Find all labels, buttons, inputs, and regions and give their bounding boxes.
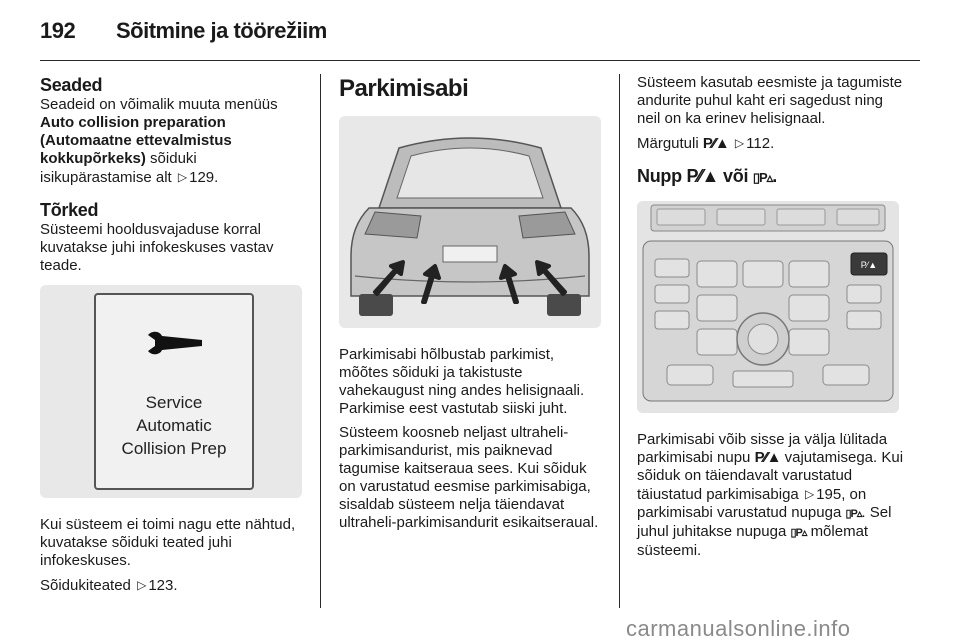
column-3 [637,74,907,566]
text-run: Sõidukiteated [40,577,131,594]
vehicle-messages-paragraph [40,576,308,595]
malfunction-paragraph: Kui süsteem ei toimi nagu ette nähtud, kuvatakse sõiduki teated juhi infokeskuses. [40,516,296,569]
service-line: Service [145,393,203,412]
car-rear-sensors-figure [339,116,601,328]
menu-path-text: (Automaatne ettevalmistus [40,132,232,149]
center-console-figure [637,201,899,413]
text-run: Märgutuli [637,135,699,152]
svg-text:P⁄▲: P⁄▲ [860,260,878,270]
page-header [40,18,920,62]
text-run: vajutamisega. [784,449,878,466]
page-number: 192 [40,18,76,43]
parkimisabi-sensors-paragraph: Süsteem koosneb neljast ultraheli-parkimisandurist, mis paiknevad tagumise kaitseraua sees. Kui sõiduk on varustatud eesmise parkimisabiga, sisaldab süsteem nelja täiendavat ultraheli-parkimisandurit esikaitseraual. [339,424,599,531]
section-heading-parkimisabi: Parkimisabi [339,75,469,102]
advanced-park-assist-symbol-icon: ▯P▵ [790,527,807,539]
page-reference-icon: ▷ [734,136,745,150]
page-reference-icon: ▷ [804,487,815,501]
service-line: Automatic [136,416,212,435]
header-divider [40,60,920,61]
section-heading-torked: Tõrked [40,200,99,220]
service-message-text [96,391,252,460]
column-2 [339,74,607,538]
text-run: Sel juhul juhitakse nupuga [637,504,892,540]
chapter-title: Sõitmine ja töörežiim [116,18,327,43]
page-reference-link[interactable]: 129. [189,169,219,186]
watermark: carmanualsonline.info [626,616,851,641]
wrench-icon [146,331,204,355]
service-line: Collision Prep [121,439,227,458]
menu-path-text: Auto collision preparation [40,114,226,131]
text-run: isikupärastamise alt [40,169,172,186]
indicator-paragraph [637,134,907,153]
park-assist-symbol-icon: P⁄⁄▲ [686,166,719,186]
section-heading-nupp: Nupp P⁄⁄▲ või ▯P▵. [637,166,777,186]
text-run: mõlemat süsteemi. [637,523,869,559]
text-run: parkimisabi varustatud nupuga [637,504,842,521]
heading-text: Nupp [637,166,682,186]
column-divider-1 [320,74,321,608]
button-paragraph: Parkimisabi võib sisse ja välja lülitada parkimisabi nupu P⁄⁄▲ vajutamisega. Kui sõiduk on täiendavalt varustatud täiustatud parkimisabiga ▷ 195, on parkimisabi varustatud nupuga ▯P▵. Sel juhul juhitakse nupuga ▯P▵ mõlemat süsteemi. [637,431,904,559]
park-assist-symbol-icon: P⁄⁄▲ [702,135,729,152]
advanced-park-assist-symbol-icon: ▯P▵ [752,170,773,185]
column-divider-2 [619,74,620,608]
page-reference-link[interactable]: 123. [148,577,178,594]
menu-path-text: kokkupõrkeks) [40,150,146,167]
parkimisabi-intro-paragraph: Parkimisabi hõlbustab parkimist, mõõtes sõiduki ja takistuste vahekaugust ning andes helisignaali. Parkimise eest vastutab siiski juht. [339,346,585,417]
page-reference-link[interactable]: 195, on [816,486,867,503]
page-reference-link[interactable]: 112. [746,135,775,152]
text-run: Seadeid on võimalik muuta menüüs [40,96,278,113]
text-run: Parkimisabi võib sisse ja välja lülitada parkimisabi nupu [637,431,888,466]
center-console-illustration [637,201,899,413]
section-heading-seaded: Seaded [40,75,103,95]
car-rear-illustration [339,116,601,328]
info-display [94,293,254,490]
frequency-paragraph: Süsteem kasutab eesmiste ja tagumiste andurite puhul kaht eri sagedust ning neil on ka erinev helisignaal. [637,74,903,127]
torked-paragraph: Süsteemi hooldusvajaduse korral kuvatakse juhi infokeskuses vastav teade. [40,221,274,274]
page-reference-icon: ▷ [137,578,147,592]
advanced-park-assist-symbol-icon: ▯P▵ [845,508,862,520]
heading-text: või [723,166,749,186]
column-1 [40,74,308,601]
text-run: sõiduki [145,150,197,167]
service-message-figure [40,285,302,498]
page-reference-icon: ▷ [177,170,188,184]
park-assist-symbol-icon: P⁄⁄▲ [754,449,781,466]
text-run: Kui sõiduk on täiendavalt varustatud täiustatud parkimisabiga [637,449,904,503]
seaded-paragraph [40,96,308,187]
